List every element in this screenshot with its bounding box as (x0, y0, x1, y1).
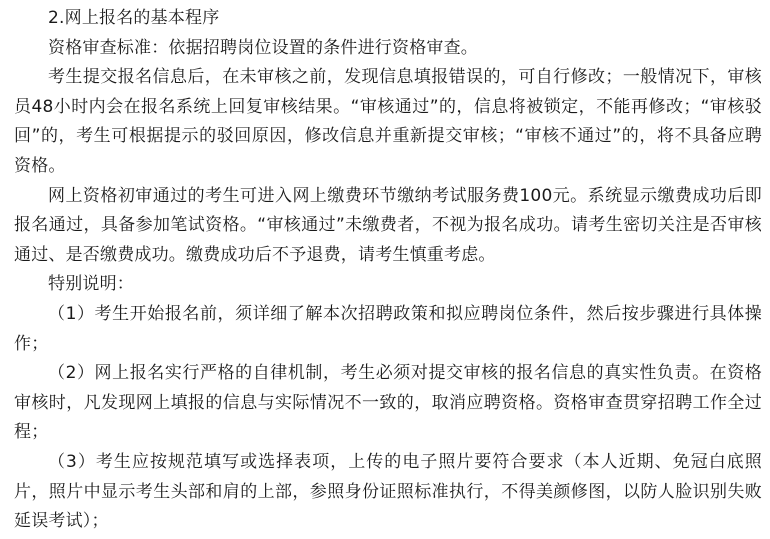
note-item-2: （2）网上报名实行严格的自律机制，考生必须对提交审核的报名信息的真实性负责。在资格审核时，凡发现网上填报的信息与实际情况不一致的，取消应聘资格。资格审查贯穿招聘工作全过程； (14, 363, 762, 443)
paragraph-review-standard: 资格审查标准：依据招聘岗位设置的条件进行资格审查。 (48, 37, 478, 58)
section-heading: 2.网上报名的基本程序 (48, 8, 220, 28)
note-item-1: （1）考生开始报名前，须详细了解本次招聘政策和拟应聘岗位条件，然后按步骤进行具体操作； (14, 303, 762, 354)
special-notes-label: 特别说明： (48, 274, 134, 295)
paragraph-payment: 网上资格初审通过的考生可进入网上缴费环节缴纳考试服务费100元。系统显示缴费成功后即报名通过，具备参加笔试资格。“审核通过”未缴费者，不视为报名成功。请考生密切关注是否审核通过、是否缴费成功。缴费成功后不予退费，请考生慎重考虑。 (14, 185, 762, 265)
paragraph-review-process: 考生提交报名信息后，在未审核之前，发现信息填报错误的，可自行修改；一般情况下，审核员48小时内会在报名系统上回复审核结果。“审核通过”的，信息将被锁定，不能再修改；“审核驳回”的，考生可根据提示的驳回原因，修改信息并重新提交审核；“审核不通过”的，将不具备应聘资格。 (14, 67, 762, 176)
note-item-3: （3）考生应按规范填写或选择表项，上传的电子照片要符合要求（本人近期、免冠白底照片，照片中显示考生头部和肩的上部，参照身份证照标准执行，不得美颜修图，以防人脸识别失败延误考试）； (14, 451, 762, 532)
